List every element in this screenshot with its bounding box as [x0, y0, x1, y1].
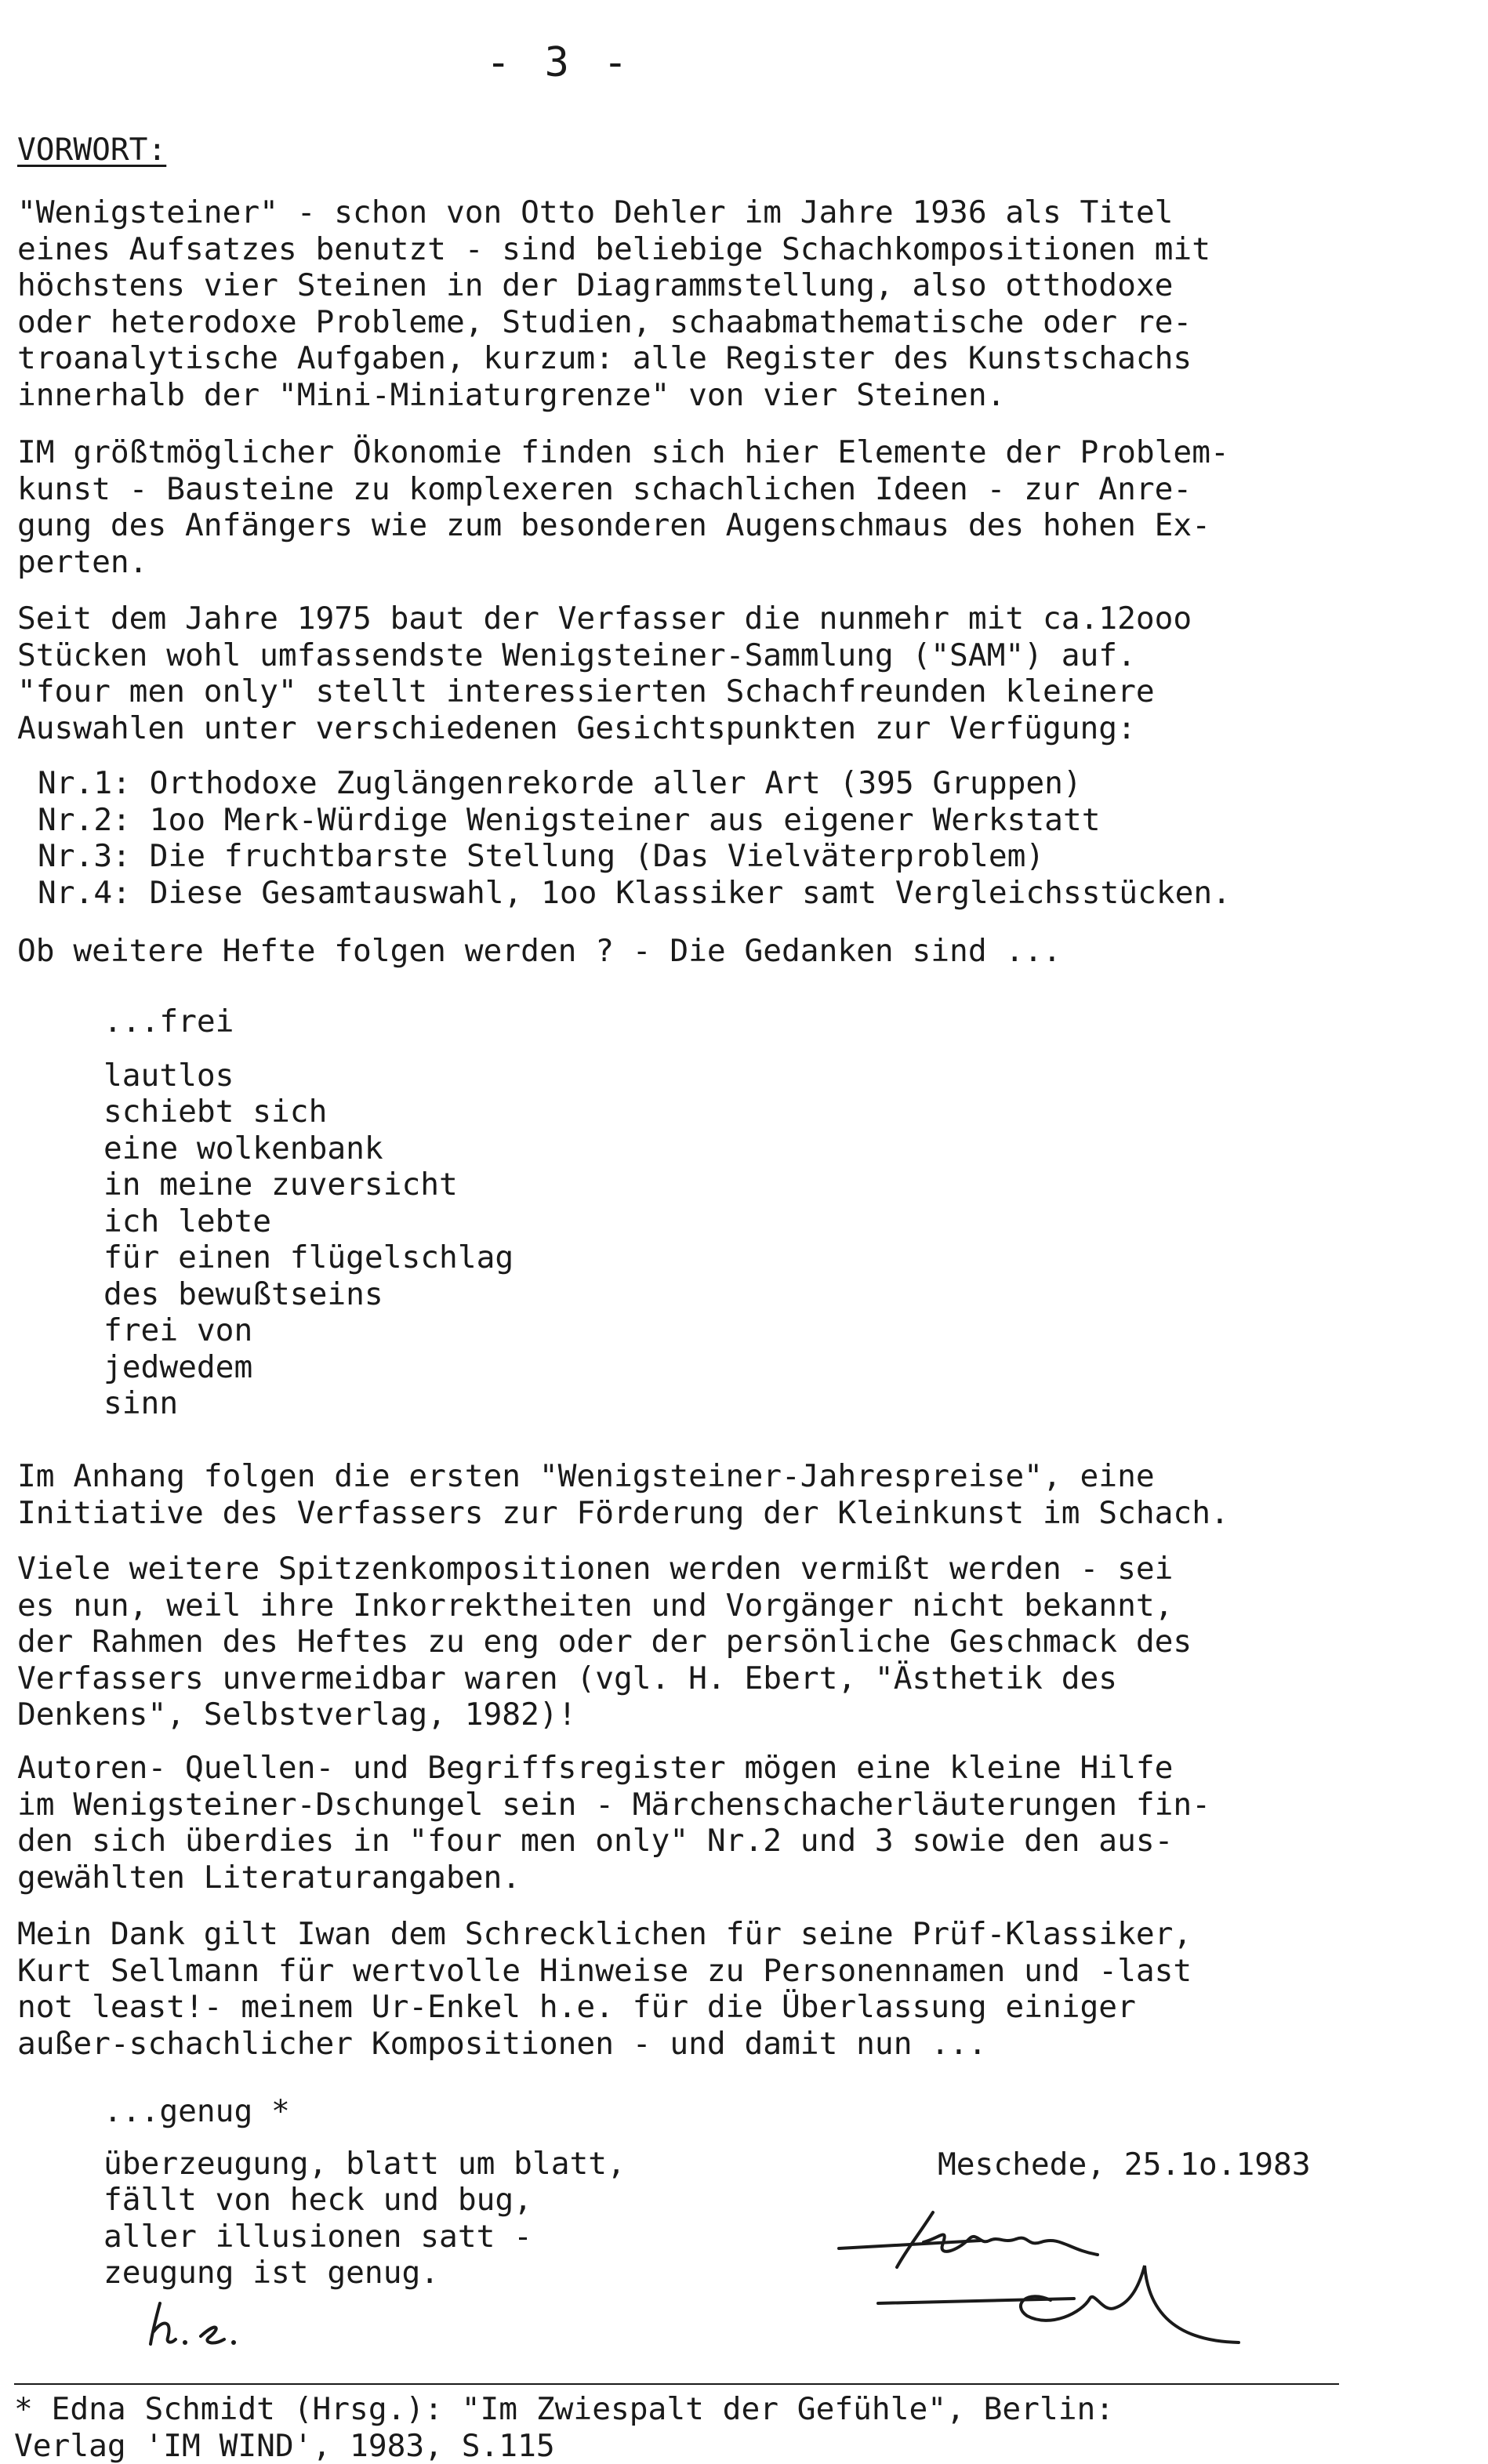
- list-item: Nr.2: 1oo Merk-Würdige Wenigsteiner aus eigener Werkstatt: [38, 802, 1488, 839]
- poem-intro: ...frei: [103, 1003, 1488, 1040]
- text-line: Initiative des Verfassers zur Förderung der Kleinkunst im Schach.: [17, 1495, 1468, 1532]
- poem-line: des bewußtseins: [103, 1276, 1488, 1313]
- text-line: Kurt Sellmann für wertvolle Hinweise zu Personennamen und -last: [17, 1953, 1468, 1990]
- text-line: Im Anhang folgen die ersten "Wenigsteiner-Jahrespreise", eine: [17, 1458, 1468, 1495]
- text-line: eines Aufsatzes benutzt - sind beliebige Schachkompositionen mit: [17, 231, 1468, 268]
- page-number: - 3 -: [486, 39, 633, 86]
- text-line: Verfassers unvermeidbar waren (vgl. H. Ebert, "Ästhetik des: [17, 1660, 1468, 1697]
- footnote: [14, 2391, 1114, 2464]
- heading: VORWORT:: [17, 132, 1468, 169]
- poem-line: frei von: [103, 1312, 1488, 1349]
- text-line: Denkens", Selbstverlag, 1982)!: [17, 1696, 1468, 1733]
- poem-line: sinn: [103, 1385, 1488, 1422]
- poem-line: überzeugung, blatt um blatt,: [103, 2146, 1488, 2183]
- poem-line: eine wolkenbank: [103, 1130, 1488, 1167]
- list-item: Nr.3: Die fruchtbarste Stellung (Das Vielväterproblem): [38, 838, 1488, 875]
- text-line: oder heterodoxe Probleme, Studien, schaabmathematische oder re-: [17, 304, 1468, 341]
- footnote-divider: [14, 2383, 1339, 2385]
- text-line: innerhalb der "Mini-Miniaturgrenze" von vier Steinen.: [17, 377, 1468, 414]
- text-line: "Wenigsteiner" - schon von Otto Dehler im Jahre 1936 als Titel: [17, 194, 1468, 231]
- paragraph-1: [17, 194, 1468, 413]
- text-line: den sich überdies in "four men only" Nr.2 und 3 sowie den aus-: [17, 1823, 1468, 1860]
- poem-line: aller illusionen satt -: [103, 2219, 1488, 2255]
- footnote-line: Verlag 'IM WIND', 1983, S.115: [14, 2428, 1114, 2464]
- text-line: Autoren- Quellen- und Begriffsregister mögen eine kleine Hilfe: [17, 1750, 1468, 1787]
- poem-line: zeugung ist genug.: [103, 2255, 1488, 2292]
- question-line: Ob weitere Hefte folgen werden ? - Die Gedanken sind ...: [17, 933, 1468, 970]
- paragraph-7: [17, 1916, 1468, 2062]
- text-line: höchstens vier Steinen in der Diagrammstellung, also otthodoxe: [17, 267, 1468, 304]
- handwritten-initials: [146, 2297, 271, 2352]
- text-line: gewählten Literaturangaben.: [17, 1860, 1468, 1896]
- poem-line: lautlos: [103, 1058, 1488, 1094]
- place-date: Meschede, 25.1o.1983: [938, 2146, 1311, 2183]
- text-line: es nun, weil ihre Inkorrektheiten und Vorgänger nicht bekannt,: [17, 1588, 1468, 1624]
- poem-intro: ...genug *: [103, 2093, 1488, 2130]
- poem-line: ich lebte: [103, 1203, 1488, 1240]
- text-line: Viele weitere Spitzenkompositionen werden vermißt werden - sei: [17, 1551, 1468, 1588]
- poem-line: jedwedem: [103, 1349, 1488, 1386]
- paragraph-5: [17, 1551, 1468, 1733]
- text-line: Mein Dank gilt Iwan dem Schrecklichen für seine Prüf-Klassiker,: [17, 1916, 1468, 1953]
- text-line: im Wenigsteiner-Dschungel sein - Märchenschacherläuterungen fin-: [17, 1787, 1468, 1824]
- text-line: perten.: [17, 544, 1468, 581]
- poem-line: schiebt sich: [103, 1094, 1488, 1130]
- text-line: Stücken wohl umfassendste Wenigsteiner-Sammlung ("SAM") auf.: [17, 637, 1468, 674]
- text-line: Auswahlen unter verschiedenen Gesichtspunkten zur Verfügung:: [17, 710, 1468, 747]
- paragraph-6: [17, 1750, 1468, 1896]
- poem-line: fällt von heck und bug,: [103, 2182, 1488, 2219]
- paragraph-4: [17, 1458, 1468, 1531]
- text-line: troanalytische Aufgaben, kurzum: alle Register des Kunstschachs: [17, 340, 1468, 377]
- paragraph-3: [17, 601, 1468, 746]
- text-line: gung des Anfängers wie zum besonderen Augenschmaus des hohen Ex-: [17, 507, 1468, 544]
- question-line-block: [17, 933, 1468, 970]
- poem-line: für einen flügelschlag: [103, 1239, 1488, 1276]
- text-line: kunst - Bausteine zu komplexeren schachlichen Ideen - zur Anre-: [17, 471, 1468, 508]
- poem-1: [103, 1003, 1488, 1422]
- text-line: "four men only" stellt interessierten Schachfreunden kleinere: [17, 673, 1468, 710]
- text-line: der Rahmen des Heftes zu eng oder der persönliche Geschmack des: [17, 1624, 1468, 1660]
- text-line: IM größtmöglicher Ökonomie finden sich hier Elemente der Problem-: [17, 434, 1468, 471]
- issue-list: [38, 765, 1488, 911]
- poem-line: in meine zuversicht: [103, 1167, 1488, 1203]
- paragraph-2: [17, 434, 1468, 580]
- list-item: Nr.4: Diese Gesamtauswahl, 1oo Klassiker samt Vergleichsstücken.: [38, 875, 1488, 912]
- handwritten-signature: [831, 2195, 1380, 2352]
- list-item: Nr.1: Orthodoxe Zuglängenrekorde aller Art (395 Gruppen): [38, 765, 1488, 802]
- footnote-line: * Edna Schmidt (Hrsg.): "Im Zwiespalt der Gefühle", Berlin:: [14, 2391, 1114, 2428]
- text-line: außer-schachlicher Kompositionen - und damit nun ...: [17, 2026, 1468, 2063]
- text-line: Seit dem Jahre 1975 baut der Verfasser die nunmehr mit ca.12ooo: [17, 601, 1468, 637]
- text-line: not least!- meinem Ur-Enkel h.e. für die Überlassung einiger: [17, 1989, 1468, 2026]
- heading-block: [17, 132, 1468, 169]
